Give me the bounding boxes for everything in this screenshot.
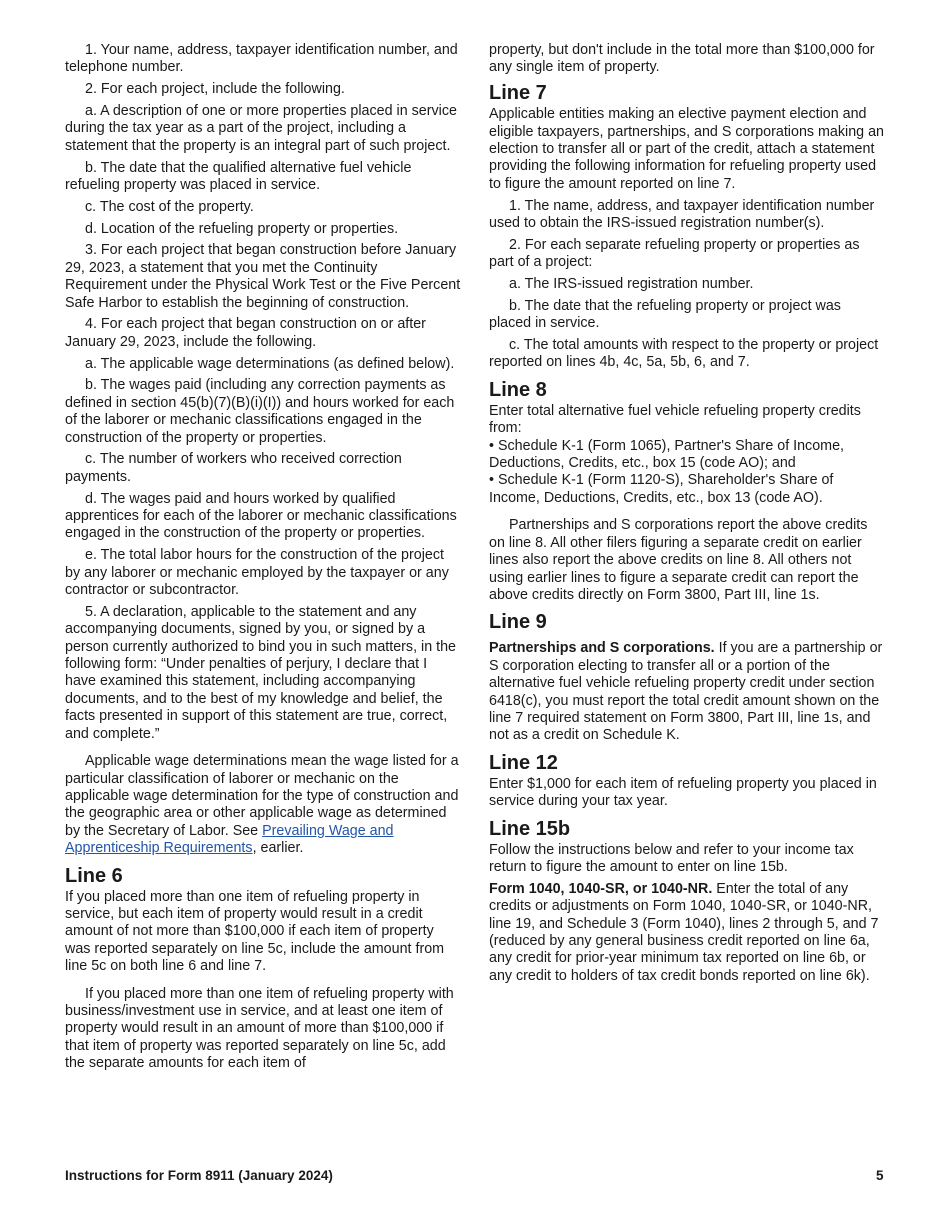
line-9-text: If you are a partnership or S corporation electing to transfer all or a portion of the alternative fuel vehicle refueling property credit under section 6418(c), you must report the total credit amount shown on the line 7 required statement on Form 3800, Part III, line 1s, and not as a credit on Schedule K. [489, 640, 883, 744]
line-7-paragraph: Applicable entities making an elective payment election and eligible taxpayers, partnerships, and S corporations making an election to transfer all or part of the credit, attach a statement providing the following information for refueling property used to figure the amount reported on line 7. [489, 106, 884, 192]
statement-item-2b: b. The date that the qualified alternative fuel vehicle refueling property was placed in service. [65, 159, 412, 194]
statement-item-2: 2. For each project, include the following. [85, 81, 345, 98]
line-6-heading: Line 6 [65, 864, 123, 887]
line-8-paragraph-2: Partnerships and S corporations report the above credits on line 8. All other filers figuring a separate credit on earlier lines also report the above credits on line 8. All others not using earlier lines to figure a separate credit can report the above credits directly on Form 3800, Part III, line 1s. [489, 517, 868, 603]
wage-after: , earlier. [252, 840, 304, 857]
right-column [489, 42, 885, 990]
line-8-bullet-1: • Schedule K-1 (Form 1065), Partner's Share of Income, Deductions, Credits, etc., box 15 (code AO); and [489, 437, 844, 472]
wage-text: Applicable wage determinations mean the wage listed for a particular classification of laborer or mechanic on the applicable wage determination for the type of construction and the geographic area or other applicable wage as determined by the Secretary of Labor. See [65, 753, 459, 839]
line-7-item-2: 2. For each separate refueling property or properties as part of a project: [489, 236, 860, 271]
statement-item-2c: c. The cost of the property. [85, 198, 254, 215]
line-15b-heading: Line 15b [489, 817, 571, 840]
statement-item-3: 3. For each project that began construction before January 29, 2023, a statement that you met the Continuity Requirement under the Physical Work Test or the Five Percent Safe Harbor to establish the beginning of construction. [65, 242, 461, 311]
line-12-paragraph: Enter $1,000 for each item of refueling property you placed in service during your tax year. [489, 775, 877, 810]
line-15b-paragraph: Follow the instructions below and refer to your income tax return to figure the amount to enter on line 15b. [489, 841, 854, 875]
line-12-heading: Line 12 [489, 751, 558, 774]
line-7-item-1: 1. The name, address, and taxpayer identification number used to obtain the IRS-issued registration number(s). [489, 197, 875, 232]
page-number: 5 [876, 1168, 884, 1183]
form-1040-lead: Form 1040, 1040-SR, or 1040-NR. [489, 880, 713, 897]
line-8-intro: Enter total alternative fuel vehicle refueling property credits from: [489, 402, 861, 437]
line-7-item-2a: a. The IRS-issued registration number. [509, 276, 754, 293]
line-7-item-2c: c. The total amounts with respect to the property or project reported on lines 4b, 4c, 5a, 5b, 6, and 7. [489, 337, 879, 371]
statement-item-4d: d. The wages paid and hours worked by qualified apprentices for each of the laborer or mechanic classifications engaged in the construction of the property or properties. [65, 490, 457, 542]
form-1040-text: Enter the total of any credits or adjustments on Form 1040, 1040-SR, or 1040-NR, line 19, and Schedule 3 (Form 1040), lines 2 through 5, and 7 (reduced by any general business credit reported on line 6a, any credit for prior-year minimum tax reported on line 6b, or any credit to holders of tax credit bonds reported on line 6k). [489, 880, 879, 984]
statement-item-5: 5. A declaration, applicable to the statement and any accompanying documents, signed by you, or signed by a person currently authorized to bind you in such matters, in the following form: “Under penalties of perjury, I declare that I have examined this statement, including accompanying documents, and to the best of my knowledge and belief, the facts presented in support of this statement are true, correct, and complete.” [65, 603, 456, 742]
statement-item-4c: c. The number of workers who received correction payments. [65, 451, 402, 485]
statement-item-1: 1. Your name, address, taxpayer identification number, and telephone number. [65, 42, 458, 76]
line-6-paragraph-2: If you placed more than one item of refueling property with business/investment use in service, and at least one item of property would result in an amount of more than $100,000 if that item of property was reported separately on line 5c, add the separate amounts for each item of [65, 985, 454, 1072]
line-6-paragraph-1: If you placed more than one item of refueling property in service, but each item of property would result in a credit amount of not more than $100,000 if each item of property was reported separately on line 5c, include the amount from line 5c on both line 6 and line 7. [65, 888, 445, 975]
prevailing-wage-link[interactable]: Prevailing Wage and Apprenticeship Requirements [65, 822, 394, 857]
statement-item-4a: a. The applicable wage determinations (as defined below). [85, 355, 455, 372]
left-column [65, 42, 461, 1077]
line-9-lead: Partnerships and S corporations. [489, 640, 715, 657]
wage-determination-paragraph [65, 753, 461, 857]
statement-item-4: 4. For each project that began construction on or after January 29, 2023, include the following. [65, 316, 426, 350]
line-7-item-2b: b. The date that the refueling property or project was placed in service. [489, 297, 841, 332]
line-7-heading: Line 7 [489, 82, 547, 105]
line-9-paragraph [489, 640, 885, 744]
line-8-bullet-2: • Schedule K-1 (Form 1120-S), Shareholder's Share of Income, Deductions, Credits, etc., box 13 (code AO). [489, 472, 834, 506]
line-9-heading: Line 9 [489, 611, 547, 634]
form-1040-paragraph [489, 881, 885, 985]
statement-item-4b: b. The wages paid (including any correction payments as defined in section 45(b)(7)(B)(i)(I)) and hours worked for each of the laborer or mechanic classifications engaged in the construction of the property or properties. [65, 377, 455, 446]
statement-item-2a: a. A description of one or more properties placed in service during the tax year as a part of the project, including a statement that the property is an integral part of such project. [65, 103, 457, 154]
footer-title: Instructions for Form 8911 (January 2024) [65, 1168, 333, 1183]
line-6-continuation: property, but don't include in the total more than $100,000 for any single item of property. [489, 42, 875, 76]
statement-item-4e: e. The total labor hours for the construction of the project by any laborer or mechanic employed by the taxpayer or any contractor or subcontractor. [65, 547, 449, 599]
line-8-heading: Line 8 [489, 378, 547, 401]
statement-item-2d: d. Location of the refueling property or properties. [85, 220, 399, 237]
